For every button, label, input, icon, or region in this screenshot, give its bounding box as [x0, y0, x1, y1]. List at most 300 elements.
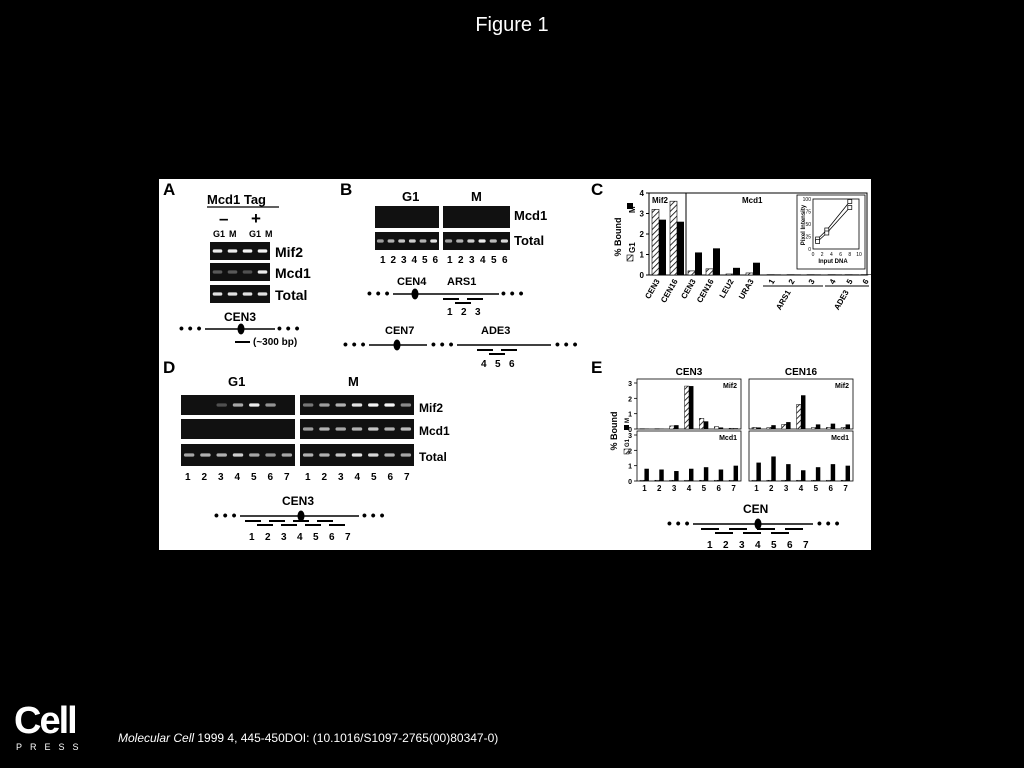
panel-d-lane-label: 7: [284, 472, 290, 483]
panel-e-segments: [701, 529, 803, 533]
gel-strip: [181, 419, 295, 439]
slide-title: Figure 1: [475, 14, 549, 36]
panel-e-bar-g1: [797, 404, 801, 429]
panel-e-xtick-label: 7: [731, 484, 736, 493]
panel-c-section-mcd1: Mcd1: [742, 196, 763, 205]
panel-d-lane-label: 3: [218, 472, 224, 483]
panel-e-bar-m: [644, 469, 648, 481]
gel-band: [336, 453, 346, 456]
panel-e-bar-g1: [841, 427, 845, 429]
citation: [118, 731, 498, 745]
dots: • • •: [367, 285, 390, 301]
gel-band: [368, 403, 378, 406]
panel-e-xtick-label: 3: [671, 484, 677, 493]
panel-e-number: 4: [755, 540, 761, 550]
gel-band: [377, 239, 384, 242]
gel-band: [213, 292, 223, 295]
panel-e-bar-m: [674, 471, 678, 481]
panel-d-lane-label: 1: [305, 472, 311, 483]
panel-a-heading: Mcd1 Tag: [207, 192, 266, 207]
panel-c-inset-point: [848, 206, 852, 210]
panel-d-numbers: [249, 532, 351, 543]
panel-b-ars-number: 1: [447, 307, 453, 318]
panel-e-bar-m: [674, 425, 678, 429]
panel-c-bar-m: [659, 220, 666, 275]
panel-c-xtick-label: 2: [786, 277, 797, 286]
panel-c-inset-ytick: 25: [805, 234, 811, 241]
panel-d-segments: [245, 521, 345, 525]
panel-c-letter: C: [591, 180, 604, 199]
panel-b-lane-label: 4: [411, 255, 418, 266]
panel-e-xtick-label: 6: [828, 484, 833, 493]
gel-band: [217, 453, 227, 456]
gel-band: [501, 239, 508, 242]
panel-a-lane-labels: [213, 229, 273, 239]
panel-c-xtick-label: CEN16: [695, 277, 716, 305]
panel-c-inset-xtick: 0: [811, 252, 815, 258]
panel-e-bar-g1: [826, 480, 830, 481]
panel-c-inset-xtick: 6: [839, 252, 842, 258]
panel-c-inset-xtick: 2: [820, 252, 824, 258]
panel-d-row-mcd1: Mcd1: [419, 424, 450, 438]
panel-a-lane-label: G1: [249, 229, 262, 239]
gel-band: [352, 453, 362, 456]
panel-d-lane-label: 4: [354, 472, 361, 483]
panel-d-gel-g1-mcd1: [181, 419, 295, 439]
panel-d-col-m: M: [348, 374, 359, 389]
panel-d-gel-m-mcd1: [300, 419, 414, 439]
dots: • • •: [501, 285, 524, 301]
gel-band: [228, 270, 238, 273]
panel-b-lane-label: 2: [458, 255, 464, 266]
panel-b-lane-label: 5: [422, 255, 428, 266]
panel-c-bar-m: [852, 274, 859, 275]
panel-e-bar-g1: [685, 480, 689, 481]
panel-b-lane-label: 5: [491, 255, 497, 266]
panel-e-bar-g1: [767, 480, 771, 481]
panel-b-lane-label: 6: [502, 255, 508, 266]
panel-b: [340, 180, 578, 370]
panel-d-number: 5: [313, 532, 319, 543]
gel-band: [456, 239, 463, 242]
gel-band: [213, 270, 223, 273]
panel-c-bar-m: [713, 248, 720, 275]
panel-e-bar-g1: [640, 480, 644, 481]
gel-band: [479, 239, 486, 242]
gel-band: [384, 453, 394, 456]
panel-b-ade-number: 6: [509, 359, 515, 370]
dots: • • •: [817, 515, 840, 531]
panel-d-lane-label: 2: [321, 472, 328, 483]
gel-band: [319, 453, 329, 456]
panel-a-size: (~300 bp): [253, 337, 298, 348]
panel-d-lane-label: 3: [338, 472, 344, 483]
panel-e-bar-m: [734, 428, 738, 429]
panel-e-bar-m: [719, 470, 723, 482]
panel-e-ytick-label: 0: [628, 479, 632, 486]
panel-b-lane-label: 3: [401, 255, 407, 266]
gel-band: [401, 427, 411, 430]
panel-e-bar-m: [689, 469, 693, 481]
panel-d-gel-g1-mif2: [181, 395, 295, 415]
gel-band: [200, 453, 210, 456]
panel-a-locus-map: [179, 310, 300, 348]
dots: • • •: [179, 320, 202, 336]
panel-d-locus: CEN3: [282, 494, 315, 508]
panel-e-bar-g1: [699, 418, 703, 429]
gel-band: [368, 453, 378, 456]
panel-e-number: 6: [787, 540, 793, 550]
panel-c-inset-point: [825, 231, 829, 235]
panel-b-lane-labels: [380, 255, 508, 266]
panel-c-group-ars1: ARS1: [774, 288, 793, 312]
panel-c-key-g1-swatch: [627, 255, 633, 261]
panel-e-bar-g1: [767, 427, 771, 429]
panel-c-bar-g1: [652, 209, 659, 275]
panel-e-bar-g1: [782, 480, 786, 481]
gel-band: [352, 427, 362, 430]
panel-d-lane-label: 1: [185, 472, 191, 483]
panel-e-bar-g1: [826, 427, 830, 429]
gel-band: [319, 403, 329, 406]
panel-e-ytick-label: 0: [628, 427, 632, 434]
panel-a-lane-label: M: [229, 229, 237, 239]
panel-e-sublabel: Mcd1: [719, 435, 737, 442]
panel-b-locus-map-2: [343, 325, 578, 370]
gel-band: [282, 453, 292, 456]
panel-c-inset-ytick: 50: [805, 222, 811, 228]
panel-a-letter: A: [163, 180, 176, 199]
panel-d-gel-m-total: [300, 444, 414, 466]
panel-e-bar-m: [704, 421, 708, 429]
panel-e-locus: CEN: [743, 502, 769, 516]
panel-a-lane-label: M: [265, 229, 273, 239]
panel-c-xtick-label: 3: [806, 277, 817, 286]
panel-b-lane-label: 4: [480, 255, 486, 266]
panel-d: [163, 358, 450, 543]
panel-e-ytick-label: 2: [628, 396, 632, 404]
gel-band: [319, 427, 329, 430]
panel-c-key-m: M: [628, 206, 637, 213]
panel-c-ytick-label: 2: [639, 230, 644, 239]
panel-a-row-label: Mif2: [275, 244, 303, 260]
panel-e-ytick-label: 1: [628, 463, 632, 471]
panel-e-bar-m: [801, 470, 805, 481]
panel-e: [591, 358, 853, 550]
panel-e-bar-g1: [670, 480, 674, 481]
panel-b-locus-map-1: [367, 276, 524, 318]
panel-e-bar-g1: [729, 480, 733, 481]
gel-band: [184, 453, 194, 456]
panel-b-gels: [375, 206, 510, 250]
figure-panel: [159, 179, 871, 550]
panel-b-ars-number: 2: [461, 307, 467, 318]
gel-band: [243, 292, 253, 295]
panel-d-gel-g1-total: [181, 444, 295, 466]
panel-e-bar-m: [831, 424, 835, 429]
panel-a-gel-mcd1: [210, 263, 270, 281]
panel-c-bar-g1: [670, 201, 677, 275]
gel-band: [401, 403, 411, 406]
gel-band: [430, 239, 437, 242]
panel-e-xtick-label: 2: [657, 484, 662, 493]
figure-svg: [159, 179, 871, 550]
panel-c-bar-g1: [726, 274, 733, 275]
panel-d-lane-label: 6: [387, 472, 394, 483]
panel-d-col-g1: G1: [228, 374, 246, 389]
panel-b-ade-number: 4: [481, 359, 487, 370]
panel-e-ylabel: % Bound: [609, 411, 619, 451]
panel-a-row-labels: [275, 244, 311, 303]
gel-band: [336, 403, 346, 406]
panel-e-ytick-label: 2: [628, 448, 632, 456]
panel-c-inset-xlabel: Input DNA: [818, 259, 848, 265]
panel-e-bar-m: [659, 470, 663, 482]
panel-e-bar-g1: [699, 480, 703, 481]
panel-e-xtick-label: 4: [686, 484, 692, 493]
panel-d-number: 7: [345, 532, 351, 543]
panel-e-bar-m: [816, 424, 820, 429]
panel-e-xtick-label: 1: [754, 484, 759, 493]
panel-e-bar-m: [801, 395, 805, 429]
panel-c-inset-ytick: 75: [805, 209, 811, 216]
panel-e-key-m: M: [625, 418, 631, 423]
gel-band: [445, 239, 452, 242]
panel-a-row-label: Total: [275, 287, 308, 303]
panel-d-lane-label: 5: [371, 472, 377, 483]
panel-d-number: 2: [265, 532, 271, 543]
panel-c-inset-point: [816, 240, 820, 244]
panel-c-bar-m: [814, 274, 821, 275]
citation-journal: Molecular Cell: [118, 731, 195, 745]
panel-c-xtick-label: CEN16: [659, 277, 680, 305]
gel-band: [213, 249, 223, 252]
panel-e-sublabel: Mcd1: [831, 435, 849, 442]
panel-e-ytick-label: 3: [628, 433, 632, 440]
panel-c-bar-m: [753, 263, 760, 275]
panel-e-bar-g1: [670, 426, 674, 429]
panel-b-lane-label: 3: [469, 255, 475, 266]
gel-band: [243, 249, 253, 252]
panel-c-xtick-label: 5: [844, 277, 855, 286]
panel-e-key-g1: G1: [625, 438, 631, 447]
gel-band: [258, 249, 268, 252]
panel-b-lane-label: 6: [432, 255, 439, 266]
panel-c-inset-point: [848, 200, 852, 204]
panel-b-locus-ade3: ADE3: [481, 325, 511, 337]
dots: • • •: [431, 336, 454, 352]
panel-c-bar-g1: [746, 273, 753, 275]
panel-b-ars-numbers: [447, 307, 481, 318]
panel-d-lane-label: 5: [251, 472, 257, 483]
panel-c-key-g1: G1: [628, 242, 637, 253]
panel-b-ade-number: 5: [495, 359, 501, 370]
panel-e-sublabel: Mif2: [723, 383, 737, 390]
panel-b-locus-cen7: CEN7: [385, 325, 415, 337]
gel-band: [217, 403, 227, 406]
dots: • • •: [555, 336, 578, 352]
gel-band: [243, 270, 253, 273]
panel-c-bar-m: [835, 274, 842, 275]
panel-e-bar-g1: [811, 427, 815, 429]
gel-band: [258, 270, 268, 273]
panel-c-inset-ytick: 0: [808, 247, 811, 253]
panel-e-xtick-label: 1: [642, 484, 647, 493]
panel-c-xtick-label: 1: [766, 277, 777, 286]
panel-d-gel-m-mif2: [300, 395, 414, 415]
panel-c-inset-xtick: 10: [856, 252, 862, 258]
panel-e-bar-m: [846, 424, 850, 429]
panel-e-locus-map: [667, 502, 840, 550]
panel-e-bar-g1: [729, 428, 733, 429]
panel-e-xtick-label: 5: [701, 484, 707, 493]
panel-e-bar-m: [704, 467, 708, 481]
panel-c-ytick-label: 1: [639, 250, 644, 260]
gel-band: [420, 239, 427, 242]
panel-c-xtick-label: CEN3: [679, 277, 698, 301]
panel-e-bar-g1: [752, 427, 756, 429]
citation-rest: 1999 4, 445-450DOI: (10.1016/S1097-2765(00)80347-0): [194, 731, 499, 745]
panel-a-lane-label: G1: [213, 229, 226, 239]
panel-e-number: 3: [739, 540, 745, 550]
panel-c-inset-ylabel: Pixel Intensity: [801, 204, 807, 246]
panel-d-lane-label: 4: [234, 472, 241, 483]
gel-strip: [375, 206, 439, 228]
gel-band: [233, 403, 243, 406]
gel-band: [490, 239, 497, 242]
panel-a-minus: –: [219, 209, 229, 228]
panel-d-row-mif2: Mif2: [419, 401, 443, 415]
panel-b-ars-number: 3: [475, 307, 481, 318]
panel-c-ytick-label: 4: [639, 189, 644, 198]
gel-strip: [375, 232, 439, 250]
panel-e-ytick-label: 1: [628, 411, 632, 419]
panel-e-bar-m: [816, 467, 820, 481]
panel-b-gel-m-mcd1: [443, 206, 510, 228]
panel-e-bar-m: [831, 464, 835, 481]
panel-a-locus: CEN3: [224, 310, 257, 324]
panel-c-bar-m: [733, 268, 740, 275]
dots: • • •: [362, 507, 385, 523]
gel-band: [249, 403, 259, 406]
panel-c-xtick-label: LEU2: [717, 277, 736, 300]
panel-c-ylabel: % Bound: [613, 217, 623, 257]
gel-band: [409, 239, 416, 242]
panel-a-row-label: Mcd1: [275, 265, 311, 281]
gel-band: [352, 403, 362, 406]
panel-c-xtick-label: CEN3: [643, 277, 662, 301]
panel-a-gel-total: [210, 285, 270, 303]
panel-c-xtick-label: 6: [860, 277, 871, 286]
panel-c: [591, 180, 871, 311]
panel-b-row-total: Total: [514, 233, 545, 248]
panel-d-lane-labels: [185, 472, 410, 483]
panel-c-inset-xtick: 8: [848, 252, 852, 258]
panel-d-number: 3: [281, 532, 287, 543]
panel-b-locus-ars1: ARS1: [447, 276, 477, 288]
panel-b-col-g1: G1: [402, 189, 420, 204]
panel-d-gels: [181, 395, 414, 466]
panel-d-number: 6: [329, 532, 335, 543]
panel-e-bar-m: [786, 464, 790, 481]
gel-band: [401, 453, 411, 456]
panel-c-bar-m: [774, 274, 781, 275]
gel-band: [303, 427, 313, 430]
panel-c-chart: [613, 189, 871, 311]
gel-band: [368, 427, 378, 430]
dots: • • •: [277, 320, 300, 336]
panel-b-locus-cen4: CEN4: [397, 276, 427, 288]
panel-c-xtick-label: 4: [827, 277, 838, 286]
gel-band: [388, 239, 395, 242]
logo-press: PRESS: [16, 742, 87, 752]
panel-e-bar-g1: [685, 386, 689, 429]
panel-d-locus-map: [214, 494, 385, 543]
panel-e-xtick-label: 6: [716, 484, 721, 493]
panel-b-lane-label: 1: [380, 255, 386, 266]
panel-e-number: 1: [707, 540, 713, 550]
gel-band: [303, 403, 313, 406]
gel-band: [398, 239, 405, 242]
panel-e-bar-g1: [841, 480, 845, 481]
panel-e-bar-m: [719, 427, 723, 429]
panel-e-ytick-label: 3: [628, 381, 632, 388]
dots: • • •: [343, 336, 366, 352]
panel-e-bar-m: [756, 463, 760, 481]
panel-e-bar-g1: [752, 480, 756, 481]
gel-band: [303, 453, 313, 456]
gel-band: [336, 427, 346, 430]
panel-e-bar-g1: [797, 480, 801, 481]
panel-e-xtick-label: 3: [783, 484, 789, 493]
panel-d-number: 4: [297, 532, 303, 543]
panel-a: [163, 180, 311, 348]
panel-b-gel-g1-total: [375, 232, 439, 250]
gel-strip: [443, 232, 510, 250]
gel-strip: [443, 206, 510, 228]
panel-b-gel-g1-mcd1: [375, 206, 439, 228]
panel-c-bar-m: [868, 274, 871, 275]
panel-c-bar-g1: [688, 271, 695, 275]
cell-press-logo: [14, 702, 86, 754]
panel-a-gel-mif2: [210, 242, 270, 260]
gel-band: [258, 292, 268, 295]
panel-e-sublabel: Mif2: [835, 383, 849, 390]
gel-band: [249, 453, 259, 456]
panel-d-number: 1: [249, 532, 255, 543]
panel-d-letter: D: [163, 358, 176, 377]
logo-word: Cell: [14, 700, 76, 742]
panel-b-col-m: M: [471, 189, 482, 204]
gel-band: [233, 453, 243, 456]
panel-d-lane-label: 6: [267, 472, 274, 483]
gel-band: [265, 403, 275, 406]
panel-b-row-mcd1: Mcd1: [514, 208, 548, 223]
panel-c-group-ade3: ADE3: [832, 288, 851, 312]
panel-e-xtick-label: 2: [769, 484, 774, 493]
panel-e-chart-title: CEN16: [784, 367, 818, 378]
panel-c-ytick-label: 3: [639, 209, 644, 219]
panel-c-bar-g1: [706, 269, 713, 275]
panel-e-number: 2: [723, 540, 729, 550]
panel-a-gels: [210, 242, 270, 303]
panel-e-bar-g1: [655, 480, 659, 481]
panel-b-ade-numbers: [481, 359, 515, 370]
panel-a-plus: +: [251, 209, 261, 228]
panel-c-xtick-label: URA3: [737, 277, 756, 301]
gel-band: [228, 292, 238, 295]
gel-band: [265, 453, 275, 456]
